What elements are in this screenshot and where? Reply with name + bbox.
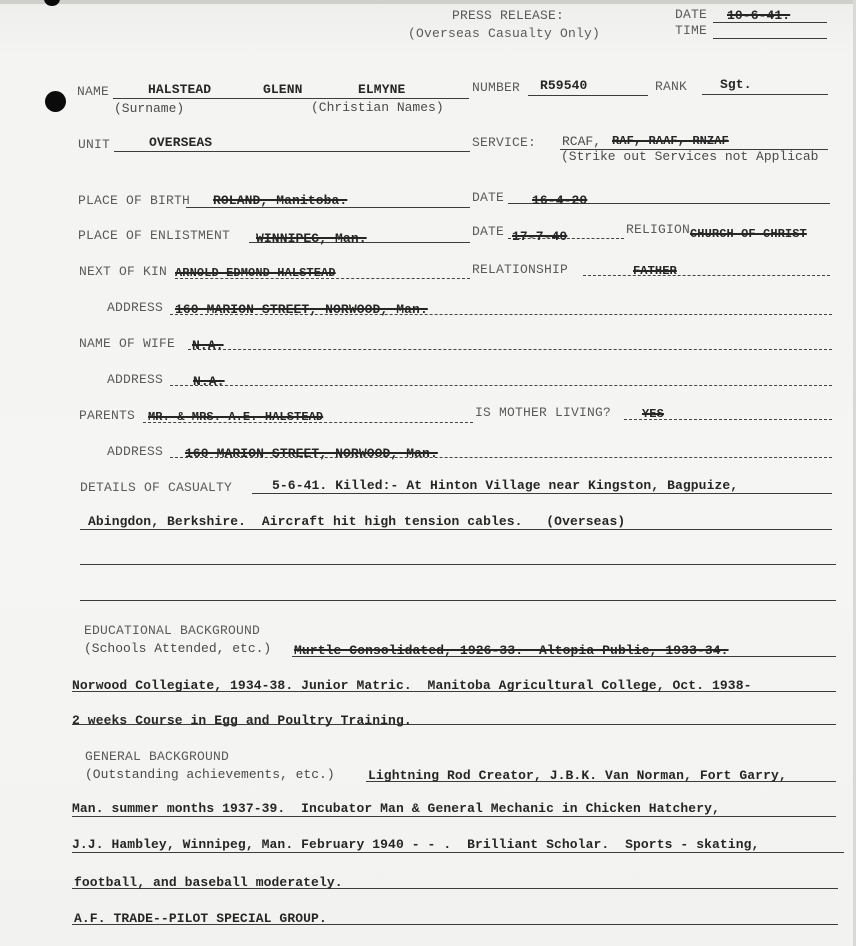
general-text-line-1: Lightning Rod Creator, J.B.K. Van Norman, Fort Garry, — [368, 768, 787, 783]
next-of-kin-label: NEXT OF KIN — [79, 264, 168, 279]
number-line — [528, 95, 648, 96]
number-value: R59540 — [540, 78, 588, 93]
parents-label: PARENTS — [79, 408, 136, 423]
wife-address-label: ADDRESS — [107, 372, 164, 387]
general-line-3 — [72, 852, 844, 853]
education-label: EDUCATIONAL BACKGROUND — [84, 623, 261, 638]
general-label: GENERAL BACKGROUND — [85, 749, 230, 764]
parents-value: MR. & MRS. A.E. HALSTEAD — [148, 410, 324, 424]
education-caption: (Schools Attended, etc.) — [84, 641, 272, 656]
middle-name-value: ELMYNE — [358, 82, 406, 97]
religion-label: RELIGION — [626, 222, 691, 237]
wife-line — [188, 349, 832, 350]
christian-names-caption: (Christian Names) — [311, 100, 444, 115]
parents-address-value: 160 MARION STREET, NORWOOD, Man. — [185, 446, 438, 461]
education-text-line-3: 2 weeks Course in Egg and Poultry Training. — [72, 713, 412, 728]
enlistment-date-label: DATE — [472, 224, 505, 239]
enlistment-place-label: PLACE OF ENLISTMENT — [78, 228, 231, 243]
form-subtitle: (Overseas Casualty Only) — [408, 26, 601, 41]
surname-caption: (Surname) — [114, 101, 185, 116]
relationship-value: FATHER — [633, 264, 677, 278]
service-note: (Strike out Services not Applicab — [561, 149, 819, 164]
birth-date-value: 16-4-20 — [532, 193, 588, 208]
general-text-line-2: Man. summer months 1937-39. Incubator Man & General Mechanic in Chicken Hatchery, — [72, 801, 720, 816]
education-text-line-2: Norwood Collegiate, 1934-38. Junior Matric. Manitoba Agricultural College, Oct. 1938- — [72, 678, 752, 693]
religion-value: CHURCH OF CHRIST — [690, 227, 807, 241]
scan-top-edge — [0, 0, 856, 4]
casualty-line-1 — [252, 493, 832, 494]
rank-value: Sgt. — [720, 77, 752, 92]
relationship-label: RELATIONSHIP — [472, 262, 569, 277]
name-line — [113, 98, 469, 99]
punch-hole-left — [45, 91, 66, 112]
service-label: SERVICE: — [472, 135, 537, 150]
unit-value: OVERSEAS — [149, 135, 213, 150]
relationship-line — [583, 275, 830, 276]
wife-address-line — [170, 385, 832, 386]
unit-line — [114, 151, 470, 152]
service-struck-options: RAF, RAAF, RNZAF — [612, 134, 729, 148]
general-text-line-4: football, and baseball moderately. — [74, 875, 343, 890]
rank-line — [702, 94, 828, 95]
release-time-label: TIME — [675, 23, 708, 38]
release-date-label: DATE — [675, 7, 708, 22]
birth-place-label: PLACE OF BIRTH — [78, 193, 191, 208]
casualty-blank-line-3 — [80, 564, 836, 565]
mother-living-label: IS MOTHER LIVING? — [475, 405, 612, 420]
wife-label: NAME OF WIFE — [79, 336, 176, 351]
general-caption: (Outstanding achievements, etc.) — [85, 767, 335, 782]
mother-living-value: YES — [642, 407, 664, 421]
unit-label: UNIT — [78, 137, 111, 152]
enlistment-place-value: WINNIPEG, Man. — [256, 231, 367, 246]
service-value-rcaf: RCAF, — [562, 134, 602, 149]
punch-hole-top — [44, 0, 60, 6]
release-date-value: 10-6-41. — [727, 8, 791, 23]
release-time-line — [713, 38, 827, 39]
number-label: NUMBER — [472, 80, 521, 95]
casualty-text-line-2: Abingdon, Berkshire. Aircraft hit high tension cables. (Overseas) — [88, 514, 626, 529]
wife-address-value: N.A. — [193, 374, 225, 389]
enlistment-date-value: 17-7-40 — [512, 229, 568, 244]
casualty-line-2 — [80, 529, 832, 530]
general-text-line-5: A.F. TRADE--PILOT SPECIAL GROUP. — [74, 911, 327, 926]
rank-label: RANK — [655, 79, 688, 94]
general-text-line-3: J.J. Hambley, Winnipeg, Man. February 1940 - - . Brilliant Scholar. Sports - skating, — [72, 837, 760, 852]
kin-address-value: 160 MARION STREET, NORWOOD, Man. — [175, 302, 428, 317]
form-title: PRESS RELEASE: — [452, 8, 565, 23]
name-label: NAME — [77, 84, 110, 99]
parents-address-label: ADDRESS — [107, 444, 164, 459]
birth-place-value: ROLAND, Manitoba. — [213, 193, 348, 208]
casualty-label: DETAILS OF CASUALTY — [80, 480, 233, 495]
casualty-blank-line-4 — [80, 600, 836, 601]
general-line-2 — [72, 816, 836, 817]
birth-date-label: DATE — [472, 190, 505, 205]
first-name-value: GLENN — [263, 82, 303, 97]
casualty-text-line-1: 5-6-41. Killed:- At Hinton Village near Kingston, Bagpuize, — [272, 478, 739, 493]
surname-value: HALSTEAD — [148, 82, 212, 97]
kin-address-label: ADDRESS — [107, 300, 164, 315]
education-text-line-1: Murtle Consolidated, 1926-33. Altopia Public, 1933-34. — [294, 643, 729, 658]
next-of-kin-value: ARNOLD EDMOND HALSTEAD — [175, 266, 336, 280]
wife-value: N.A. — [192, 338, 224, 353]
